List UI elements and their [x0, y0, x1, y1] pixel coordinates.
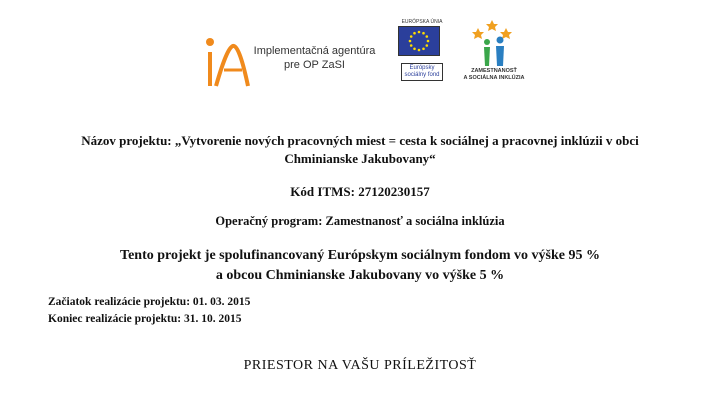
- employment-inclusion-logo: [458, 18, 530, 96]
- eu-fund-label: Európsky sociálny fond: [401, 63, 443, 81]
- zs-line2: A SOCIÁLNA INKLÚZIA: [463, 75, 525, 81]
- cofinancing-line1: Tento projekt je spolufinancovaný Európskym sociálnym fondom vo výške 95 %: [120, 248, 600, 263]
- eu-flag-icon: [398, 26, 440, 56]
- operational-program: Operačný program: Zamestnanosť a sociálna inklúzia: [215, 214, 505, 228]
- implementation-agency-logo: [200, 34, 375, 94]
- project-title-line2: Chminianske Jakubovany“: [284, 151, 436, 166]
- project-title-line1: Názov projektu: „Vytvorenie nových pracovných miest = cesta k sociálnej a pracovnej inklúzii v obci: [81, 133, 639, 148]
- slogan: PRIESTOR NA VAŠU PRÍLEŽITOSŤ: [243, 358, 477, 373]
- cofinancing-line2: a obcou Chminianske Jakubovany vo výške 5 %: [215, 268, 505, 283]
- eu-esf-logo: [398, 18, 446, 90]
- ia-mark-icon: [200, 34, 252, 92]
- zs-line1: ZAMESTNANOSŤ: [471, 68, 517, 74]
- eu-caption: EURÓPSKA ÚNIA: [401, 19, 443, 25]
- project-title: [0, 132, 720, 168]
- employment-inclusion-text: [458, 68, 530, 82]
- agency-name: [252, 44, 377, 72]
- agency-name-line1: Implementačná agentúra: [253, 45, 376, 57]
- people-stars-icon: [470, 18, 518, 68]
- cofinancing-statement: [0, 246, 720, 286]
- agency-name-line2: pre OP ZaSI: [284, 59, 345, 71]
- start-date: Začiatok realizácie projektu: 01. 03. 2015: [48, 296, 251, 308]
- itms-code: Kód ITMS: 27120230157: [290, 184, 430, 199]
- end-date: Koniec realizácie projektu: 31. 10. 2015: [48, 313, 242, 325]
- logo-bar: [0, 14, 720, 94]
